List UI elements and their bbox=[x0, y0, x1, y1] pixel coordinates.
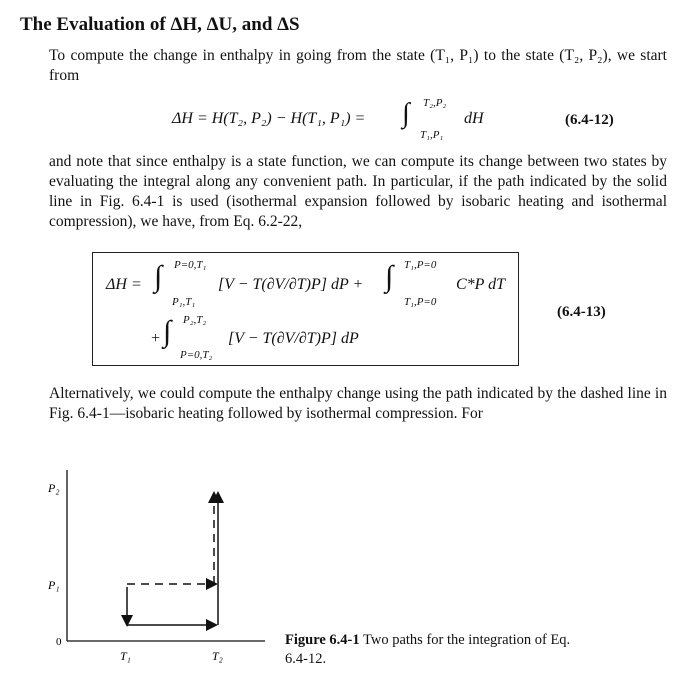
label-t2: T₂ bbox=[212, 649, 223, 663]
section-heading: The Evaluation of ΔH, ΔU, and ΔS bbox=[20, 14, 300, 35]
paragraph-alternative: Alternatively, we could compute the enthalpy change using the path indicated by the dashed line in Fig. 6.4-1—isobaric heating followed by isothermal compression. For bbox=[49, 385, 667, 422]
eq13-int1-lower: P₁,T₁ bbox=[172, 296, 196, 308]
caption-label: Figure 6.4-1 bbox=[285, 632, 360, 648]
eq13-int3-lower: P=0,T₂ bbox=[180, 349, 213, 361]
eq13-plus: + bbox=[150, 330, 161, 347]
integral-sign: ∫ bbox=[385, 260, 394, 293]
paragraph-intro: To compute the change in enthalpy in going from the state (T₁, P₁) to the state (T₂, P₂), we start from bbox=[49, 47, 667, 84]
equation-6-4-12-lhs: ΔH = H(T₂, P₂) − H(T₁, P₁) = bbox=[172, 110, 366, 127]
label-zero: 0 bbox=[56, 636, 62, 648]
integral-lower-limit: T₁,P₁ bbox=[420, 129, 444, 141]
equation-number-6-4-12: (6.4-12) bbox=[565, 112, 614, 128]
eq13-integrand3: [V − T(∂V/∂T)P] dP bbox=[228, 330, 359, 347]
label-p2: P₂ bbox=[48, 481, 60, 495]
eq13-integrand2: C*P dT bbox=[456, 276, 506, 293]
caption-text: Two paths for the integration of Eq. 6.4-12. bbox=[285, 632, 571, 667]
integral-sign: ∫ bbox=[402, 98, 410, 129]
integral-sign: ∫ bbox=[154, 260, 163, 293]
figure-caption bbox=[285, 631, 585, 669]
eq13-integrand1: [V − T(∂V/∂T)P] dP + bbox=[218, 276, 364, 293]
paragraph-state-function: and note that since enthalpy is a state function, we can compute its change between two states by evaluating the integral along any convenient path. In particular, if the path indicated by the solid line in Fig. 6.4-1 is used (isothermal expansion followed by isobaric heating and isothermal compression), we have, from Eq. 6.2-22, bbox=[49, 153, 667, 230]
integral-upper-limit: T₂,P₂ bbox=[423, 97, 447, 109]
eq13-lhs: ΔH = bbox=[106, 276, 142, 293]
label-p1: P₁ bbox=[48, 578, 60, 592]
eq13-int3-upper: P₂,T₂ bbox=[183, 314, 207, 326]
equation-number-6-4-13: (6.4-13) bbox=[557, 304, 606, 320]
integral-sign: ∫ bbox=[163, 315, 172, 348]
eq13-int2-upper: T₁,P=0 bbox=[404, 259, 437, 271]
eq13-int2-lower: T₁,P=0 bbox=[404, 296, 437, 308]
equation-6-4-12-integrand: dH bbox=[464, 110, 484, 127]
eq13-int1-upper: P=0,T₁ bbox=[174, 259, 207, 271]
label-t1: T₁ bbox=[120, 649, 131, 663]
